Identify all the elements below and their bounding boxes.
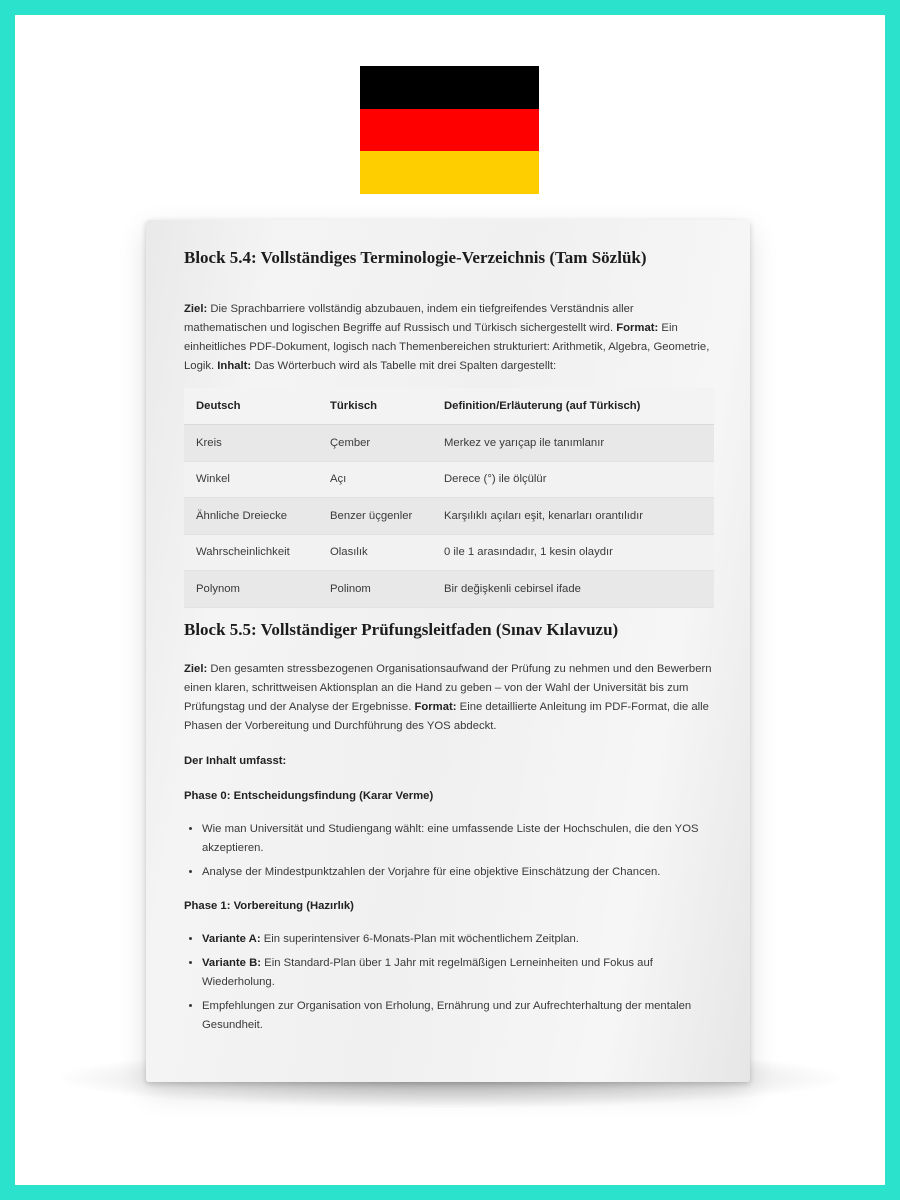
table-row	[184, 498, 714, 535]
table-cell: Benzer üçgenler	[318, 498, 432, 535]
ziel-label: Ziel:	[184, 303, 208, 315]
table-cell: Polynom	[184, 571, 318, 608]
list-item: • Wie man Universität und Studiengang wählt: eine umfassende Liste der Hochschulen, die den YOS akzeptieren.	[202, 820, 722, 858]
variant-a-text: Ein superintensiver 6-Monats-Plan mit wöchentlichem Zeitplan.	[260, 933, 579, 945]
phase-0-heading: Phase 0: Entscheidungsfindung (Karar Verme)	[184, 790, 434, 802]
table-cell: Açı	[318, 461, 432, 498]
list-item	[202, 954, 722, 992]
block-5-5-description	[184, 660, 714, 736]
table-cell: Bir değişkenli cebirsel ifade	[432, 571, 714, 608]
table-header-row	[184, 388, 714, 425]
ziel-text: Die Sprachbarriere vollständig abzubauen, indem ein tiefgreifendes Verständnis aller mathematischen und logischen Begriffe auf Russisch und Türkisch sichergestellt wird.	[184, 303, 634, 334]
block-5-4-description	[184, 300, 714, 376]
variant-b-text: Ein Standard-Plan über 1 Jahr mit regelmäßigen Lerneinheiten und Fokus auf Wiederholung.	[202, 957, 653, 988]
flag-stripe-gold	[360, 151, 539, 194]
table-cell: Olasılık	[318, 534, 432, 571]
table-header-deutsch: Deutsch	[184, 388, 318, 425]
table-cell: Derece (°) ile ölçülür	[432, 461, 714, 498]
ziel-label: Ziel:	[184, 663, 208, 675]
inhalt-heading: Der Inhalt umfasst:	[184, 755, 287, 767]
table-row	[184, 461, 714, 498]
table-cell: 0 ile 1 arasındadır, 1 kesin olaydır	[432, 534, 714, 571]
format-label: Format:	[414, 701, 457, 713]
inhalt-label: Inhalt:	[217, 360, 252, 372]
table-cell: Ähnliche Dreiecke	[184, 498, 318, 535]
table-cell: Wahrscheinlichkeit	[184, 534, 318, 571]
table-header-tuerkisch: Türkisch	[318, 388, 432, 425]
format-text: Ein einheitliches PDF-Dokument, logisch nach Themenbereichen strukturiert: Arithmetik, Algebra, Geometrie, Logik.	[184, 322, 710, 372]
list-item: • Empfehlungen zur Organisation von Erholung, Ernährung und zur Aufrechterhaltung der mentalen Gesundheit.	[202, 997, 722, 1035]
table-row	[184, 571, 714, 608]
table-cell: Winkel	[184, 461, 318, 498]
terminology-table	[184, 388, 714, 608]
block-5-4-title: Block 5.4: Vollständiges Terminologie-Verzeichnis (Tam Sözlük)	[184, 248, 647, 267]
table-header-definition: Definition/Erläuterung (auf Türkisch)	[432, 388, 714, 425]
table-cell: Merkez ve yarıçap ile tanımlanır	[432, 425, 714, 462]
variant-a-label: Variante A:	[202, 933, 261, 945]
list-item: • Analyse der Mindestpunktzahlen der Vorjahre für eine objektive Einschätzung der Chancen.	[202, 863, 722, 882]
variant-b-label: Variante B:	[202, 957, 262, 969]
document-page	[146, 220, 750, 1082]
format-label: Format:	[616, 322, 659, 334]
german-flag-icon	[360, 66, 539, 194]
table-cell: Karşılıklı açıları eşit, kenarları orantılıdır	[432, 498, 714, 535]
inhalt-text: Das Wörterbuch wird als Tabelle mit drei Spalten dargestellt:	[251, 360, 557, 372]
table-cell: Polinom	[318, 571, 432, 608]
phase-0-list	[184, 820, 722, 887]
format-text: Eine detaillierte Anleitung im PDF-Format, die alle Phasen der Vorbereitung und Durchführung des YOS abdeckt.	[184, 701, 709, 732]
block-5-5-title: Block 5.5: Vollständiger Prüfungsleitfaden (Sınav Kılavuzu)	[184, 620, 619, 639]
phase-1-heading: Phase 1: Vorbereitung (Hazırlık)	[184, 900, 354, 912]
list-item	[202, 930, 722, 949]
table-cell: Kreis	[184, 425, 318, 462]
flag-stripe-black	[360, 66, 539, 109]
table-row	[184, 534, 714, 571]
table-row	[184, 425, 714, 462]
phase-1-list	[184, 930, 722, 1040]
ziel-text: Den gesamten stressbezogenen Organisationsaufwand der Prüfung zu nehmen und den Bewerbern einen klaren, schrittweisen Aktionsplan an die Hand zu geben – von der Wahl der Universität bis zum Prüfungstag und der Analyse der Ergebnisse.	[184, 663, 712, 713]
table-cell: Çember	[318, 425, 432, 462]
flag-stripe-red	[360, 109, 539, 152]
